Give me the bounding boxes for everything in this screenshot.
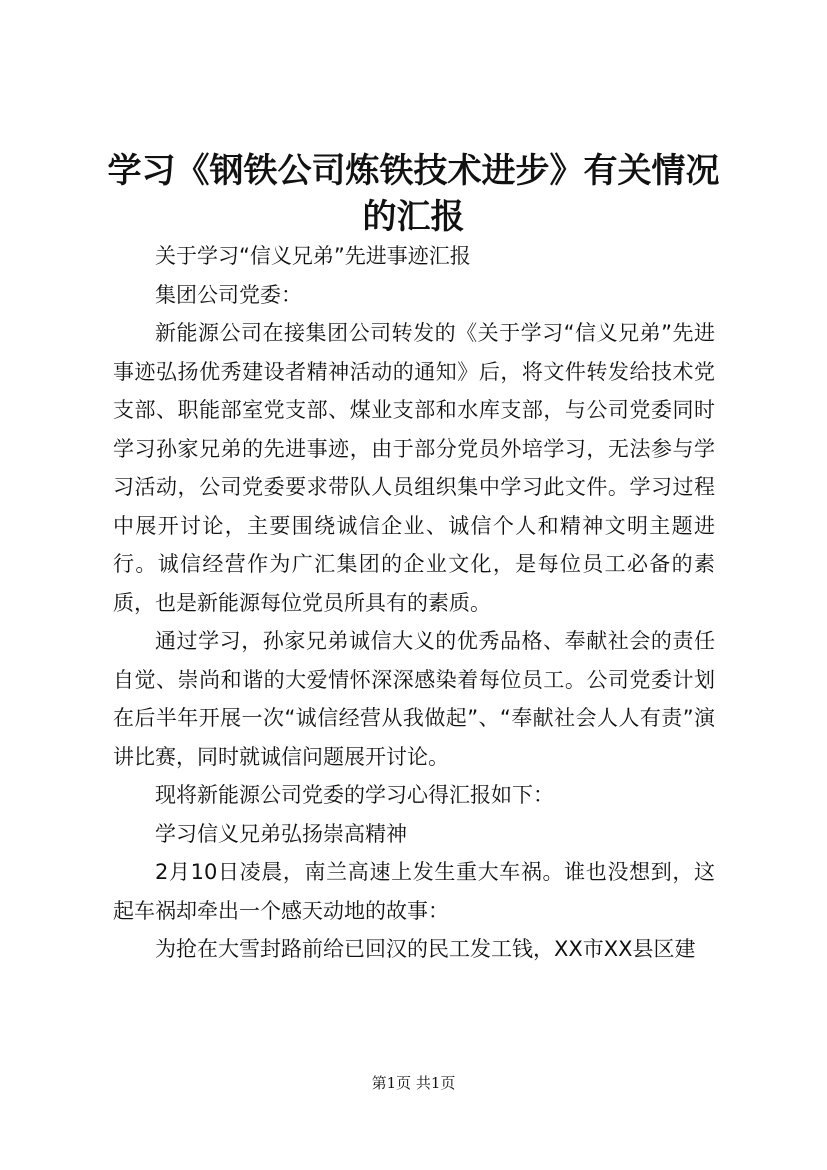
paragraph-section-heading: 学习信义兄弟弘扬崇高精神 (155, 821, 407, 846)
paragraph-report-lead: 现将新能源公司党委的学习心得汇报如下： (155, 783, 554, 807)
paragraph-learning-result: 通过学习，孙家兄弟诚信大义的优秀品格、奉献社会的责任自觉、崇尚和谐的大爱情怀深深感染着每位员工。公司党委计划在后半年开展一次“诚信经营从我做起”、“奉献社会人人有责”演讲比赛，同时就诚信问题展开讨论。 (113, 629, 715, 769)
paragraph-story: 为抢在大雪封路前给已回汉的民工发工钱，XX市XX县区建 (155, 937, 696, 961)
document-body (113, 237, 715, 969)
paragraph-subject: 关于学习“信义兄弟”先进事迹汇报 (155, 244, 471, 268)
paragraph-intro: 新能源公司在接集团公司转发的《关于学习“信义兄弟”先进事迹弘扬优秀建设者精神活动的通知》后，将文件转发给技术党支部、职能部室党支部、煤业支部和水库支部，与公司党委同时学习孙家兄弟的先进事迹，由于部分党员外培学习，无法参与学习活动，公司党委要求带队人员组织集中学习此文件。学习过程中展开讨论，主要围绕诚信企业、诚信个人和精神文明主题进行。诚信经营作为广汇集团的企业文化，是每位员工必备的素质，也是新能源每位党员所具有的素质。 (113, 321, 715, 615)
document-title: 学习《钢铁公司炼铁技术进步》有关情况的汇报 (107, 151, 720, 237)
paragraph-event: 2月10日凌晨，南兰高速上发生重大车祸。谁也没想到，这起车祸却牵出一个感天动地的故事： (113, 860, 715, 923)
paragraph-salutation: 集团公司党委： (155, 282, 302, 307)
page-footer: 第1页 共1页 (371, 1074, 456, 1092)
